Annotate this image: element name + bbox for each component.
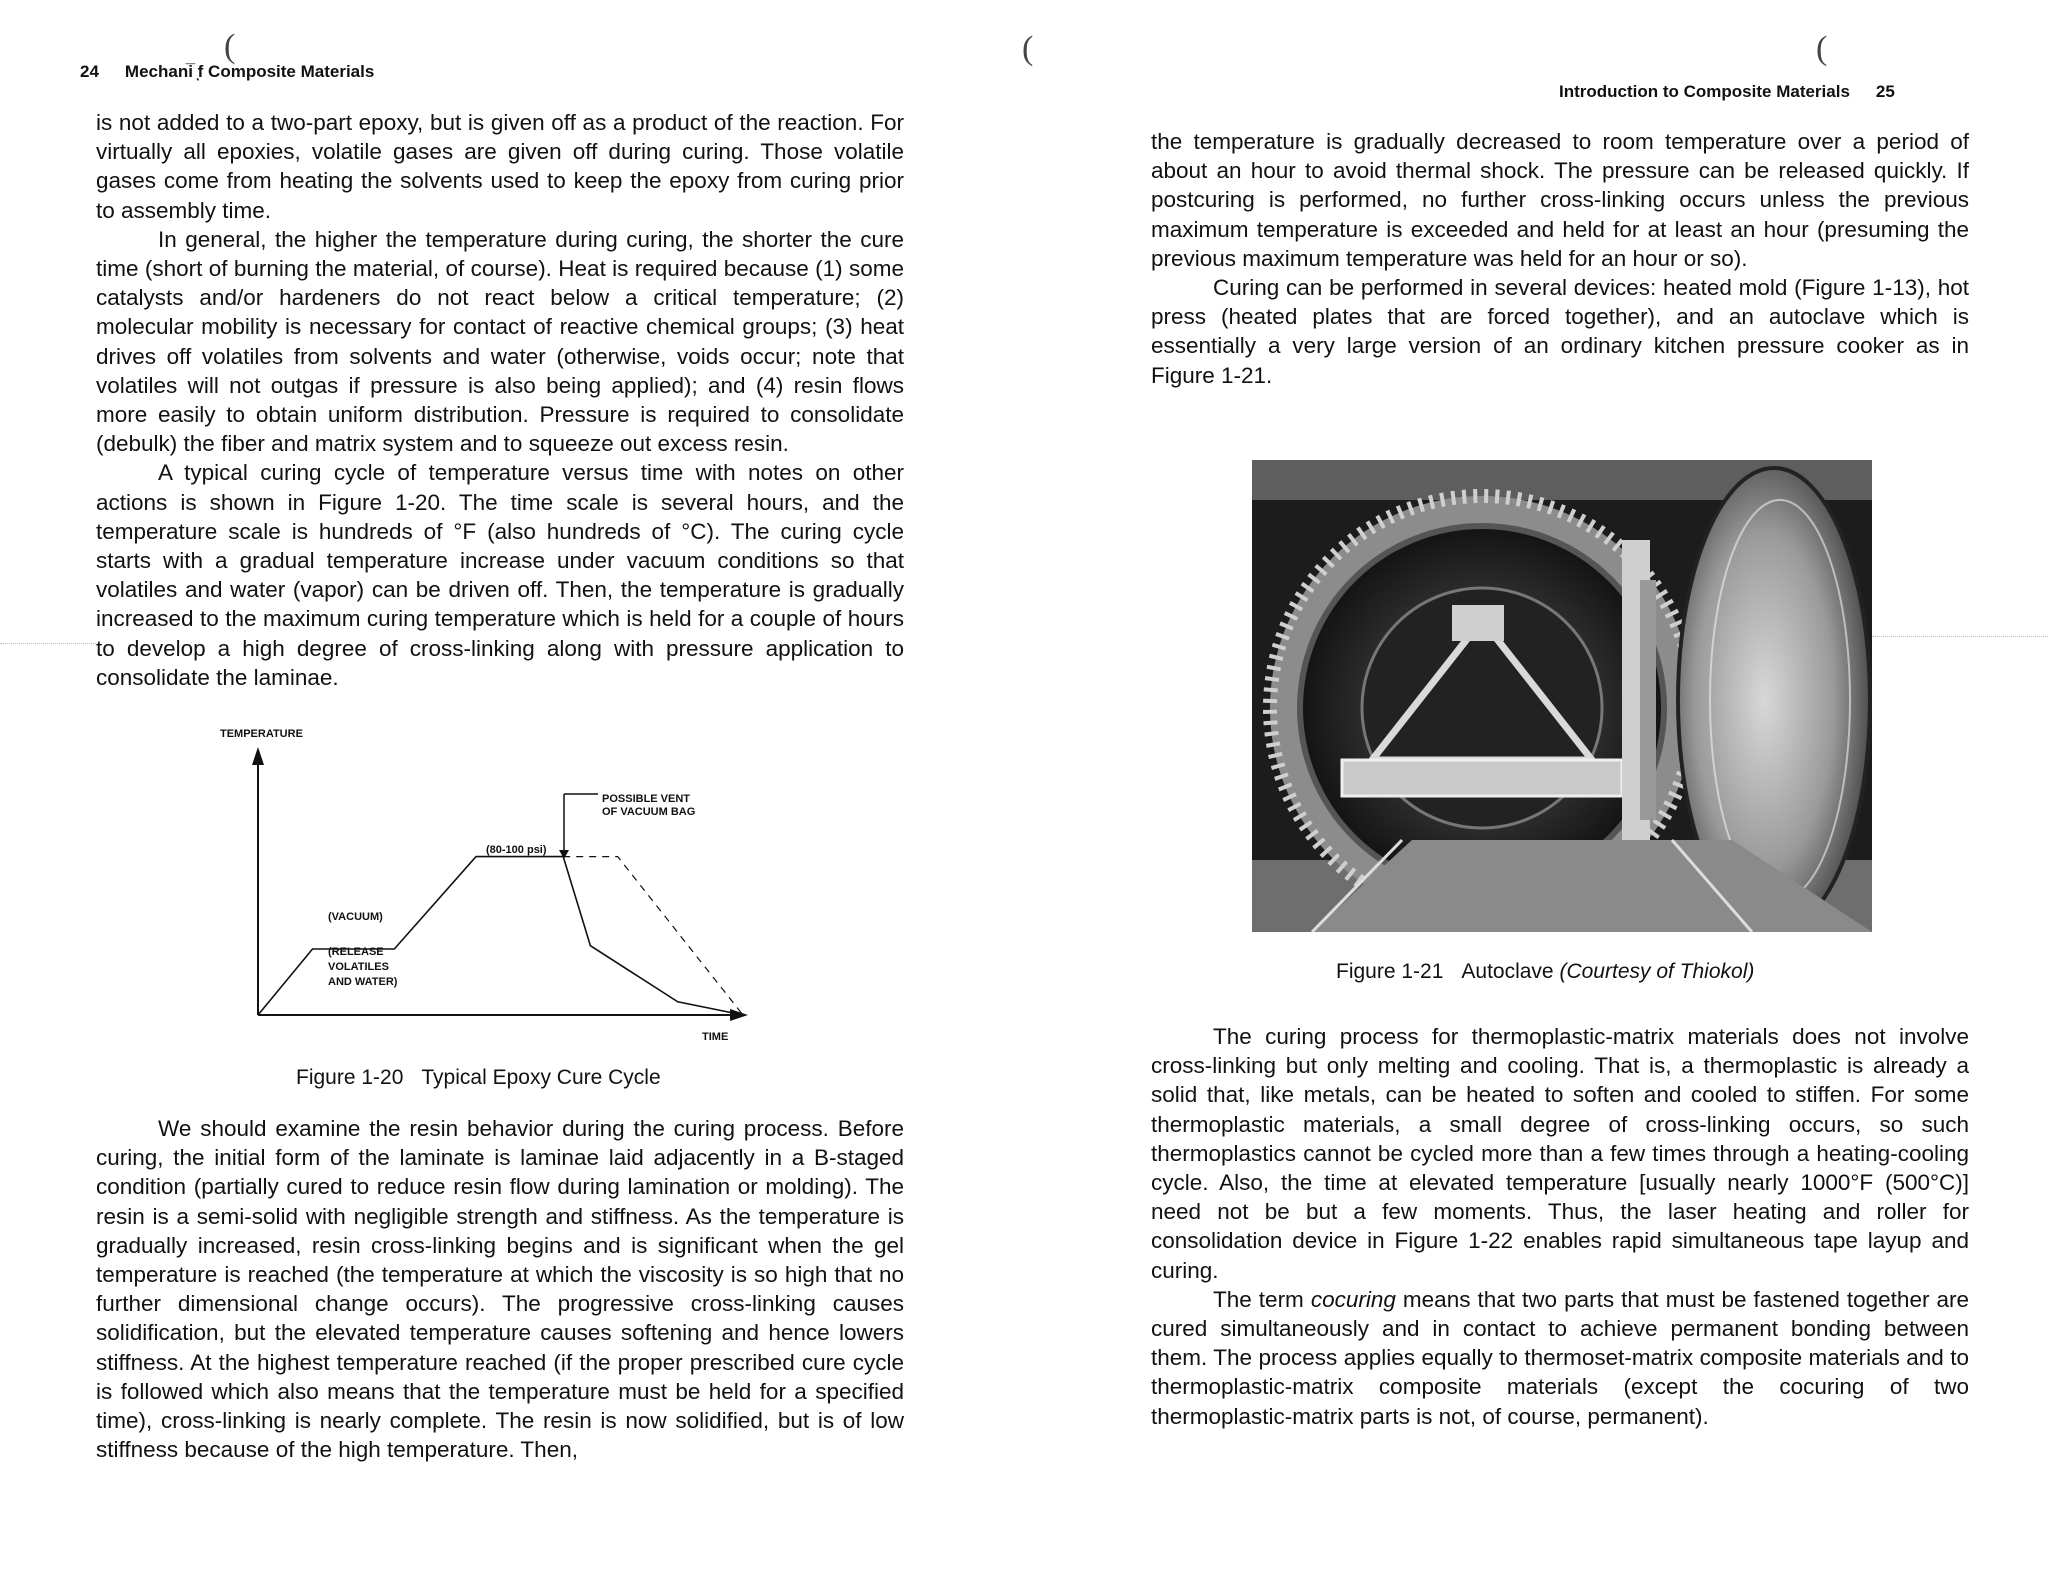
- page-number-left: 24: [80, 62, 99, 81]
- scan-paren-right: (: [1816, 30, 1828, 67]
- paragraph: the temperature is gradually decreased to room temperature over a period of about an hour to avoid thermal shock. The pressure can be released quickly. If postcuring is performed, no further cross-linking occurs unless the previous maximum temperature is exceeded and held for at least an hour (presuming the previous maximum temperature was held for an hour or so).: [1151, 129, 1969, 271]
- scan-paren-left: (: [224, 28, 236, 65]
- release-label-line3: AND WATER): [328, 976, 398, 988]
- scan-paren-center: (: [1022, 30, 1034, 67]
- scan-artifact-line: [1872, 636, 2048, 637]
- page-number-right: 25: [1875, 82, 1895, 101]
- running-title-left: Mechani̅ ͅf Composite Materials: [124, 62, 375, 81]
- figure-1-20-caption: [296, 1066, 661, 1090]
- pressure-label: (80-100 psi): [486, 844, 547, 856]
- scan-artifact-line: [0, 643, 96, 644]
- figure-label: Figure 1-21: [1336, 960, 1444, 983]
- vent-leader-arrow: [559, 850, 569, 859]
- x-axis-label: TIME: [702, 1031, 729, 1043]
- figure-credit: (Courtesy of Thiokol): [1559, 960, 1755, 983]
- cure-cycle-chart: [218, 723, 778, 1053]
- running-title-right: Introduction to Composite Materials: [1559, 82, 1850, 101]
- paragraph: The curing process for thermoplastic-matrix materials does not involve cross-linking but only melting and cooling. That is, a thermoplastic is already a solid that, like metals, can be heated to soften and cooled to stiffen. For some thermoplastic materials, a small degree of cross-linking occurs, so such thermoplastics cannot be cycled more than a few times through a heating-cooling cycle. Also, the time at elevated temperature [usually nearly 1000°F (500°C)] need not be but a few moments. Thus, the laser heating and roller for consolidation device in Figure 1-22 enables rapid simultaneous tape layup and curing.: [1151, 1024, 1969, 1283]
- right-text-top: [1151, 127, 1969, 390]
- y-axis-label: TEMPERATURE: [220, 728, 303, 740]
- figure-title: Typical Epoxy Cure Cycle: [421, 1066, 661, 1089]
- y-axis-arrow: [252, 747, 264, 765]
- alternate-cooling-line: [563, 857, 743, 1015]
- left-text-bottom: [96, 1114, 904, 1464]
- vent-label-line2: OF VACUUM BAG: [602, 806, 696, 818]
- paragraph: In general, the higher the temperature during curing, the shorter the cure time (short of burning the material, of course). Heat is required because (1) some catalysts and/or hardeners do not react below a critical temperature; (2) molecular mobility is necessary for contact of reactive chemical groups; (3) heat drives off volatiles from solvents and water (otherwise, voids occur; note that volatiles will not outgas if pressure is also being applied); and (4) resin flows more easily to obtain uniform distribution. Pressure is required to consolidate (debulk) the fiber and matrix system and to squeeze out excess resin.: [96, 226, 904, 457]
- paragraph: The term cocuring means that two parts that must be fastened together are cured simultaneously and in contact to achieve permanent bonding between them. The process applies equally to thermoset-matrix composite materials and to thermoplastic-matrix composite materials (except the cocuring of two thermoplastic-matrix parts is not, of course, permanent).: [1151, 1286, 1970, 1429]
- autoclave-photo: [1252, 460, 1872, 932]
- release-label-line1: (RELEASE: [328, 946, 384, 958]
- paragraph: We should examine the resin behavior during the curing process. Before curing, the initial form of the laminate is laminae laid adjacently in a B-staged condition (partially cured to reduce resin flow during lamination or molding). The resin is a semi-solid with negligible strength and stiffness. As the temperature is gradually increased, resin cross-linking begins and is significant when the gel temperature is reached (the temperature at which the viscosity is so high that no further dimensional change occurs). The progressive cross-linking causes solidification, but the elevated temperature causes softening and hence lowers stiffness. At the highest temperature reached (if the proper prescribed cure cycle is followed which also means that the temperature must be held for a specified time), cross-linking is nearly complete. The resin is now solidified, but is of low stiffness because of the high temperature. Then,: [96, 1116, 904, 1463]
- figure-title: Autoclave: [1461, 960, 1554, 983]
- page-header-right: [1559, 82, 1895, 102]
- vacuum-label: (VACUUM): [328, 911, 383, 923]
- figure-label: Figure 1-20: [296, 1066, 404, 1089]
- paragraph: is not added to a two-part epoxy, but is given off as a product of the reaction. For virtually all epoxies, volatile gases are given off during curing. Those volatile gases come from heating the solvents used to keep the epoxy from curing prior to assembly time.: [96, 110, 904, 223]
- release-label-line2: VOLATILES: [328, 961, 389, 973]
- vent-label-line1: POSSIBLE VENT: [602, 793, 691, 805]
- left-text-top: [96, 108, 904, 692]
- paragraph: Curing can be performed in several devices: heated mold (Figure 1-13), hot press (heated plates that are forced together), and an autoclave which is essentially a very large version of an ordinary kitchen pressure cooker as in Figure 1-21.: [1151, 275, 1969, 388]
- right-page: [1024, 0, 2048, 1582]
- paragraph: A typical curing cycle of temperature versus time with notes on other actions is shown in Figure 1-20. The time scale is several hours, and the temperature scale is hundreds of °F (also hundreds of °C). The curing cycle starts with a gradual temperature increase under vacuum conditions so that volatiles and water (vapor) can be driven off. Then, the temperature is gradually increased to the maximum curing temperature which is held for a couple of hours to develop a high degree of cross-linking along with pressure application to consolidate the laminae.: [96, 460, 904, 690]
- figure-1-21-caption: [1336, 960, 1754, 984]
- right-text-bottom: [1151, 1022, 1969, 1431]
- cure-cycle-line: [258, 857, 743, 1015]
